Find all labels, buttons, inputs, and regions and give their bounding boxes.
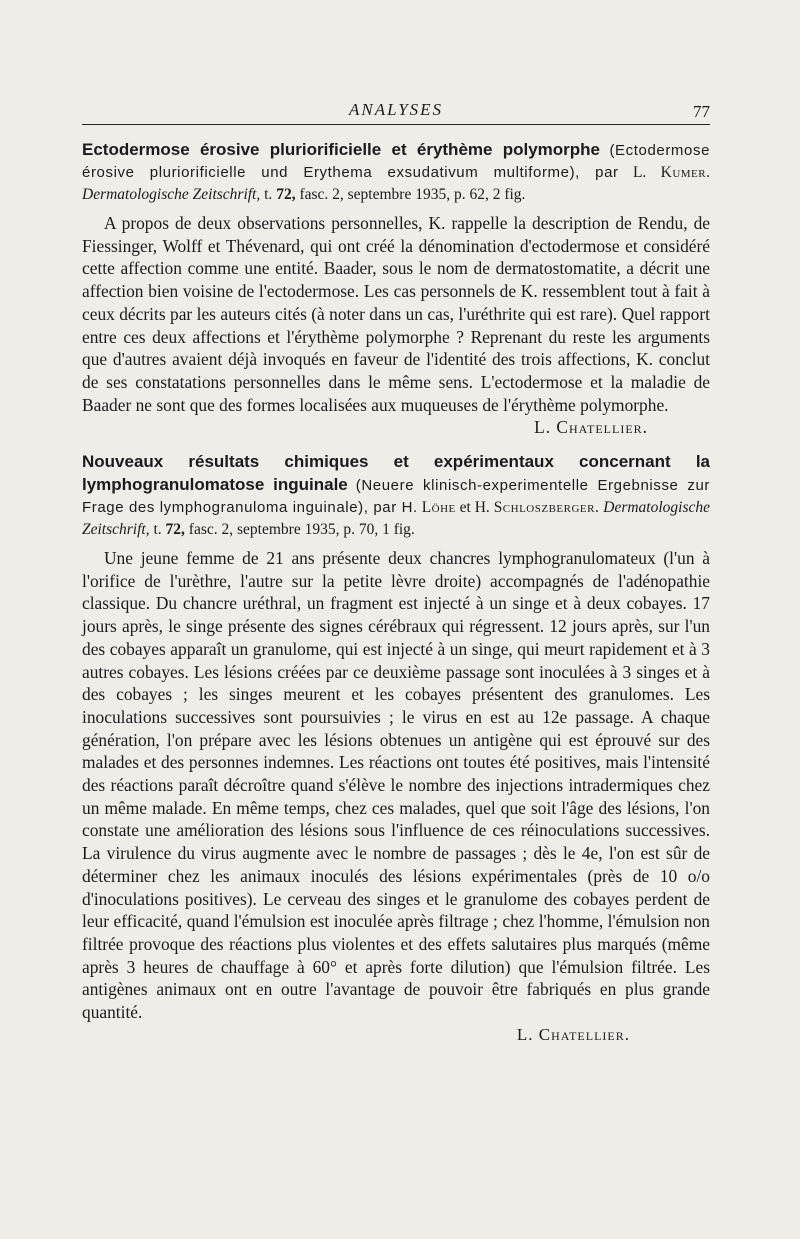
author-name: Kumer [660, 164, 707, 181]
header-rule [82, 124, 710, 125]
article-heading [82, 451, 710, 541]
article-2 [82, 451, 710, 1046]
article-text: Une jeune femme de 21 ans présente deux chancres lymphogranulomateux (l'un à l'orifice de l'urèthre, l'autre sur la petite lèvre droite) accompagnés de l'adénopathie classique. Du chancre uréthral, un fragment est injecté à un singe et à deux cobayes. 17 jours après, le singe présente des signes cérébraux qui régressent. 12 jours après, sur l'un des cobayes apparaît un granulome, qui est injecté à un singe, qui meurt rapidement et à 3 autres cobayes. Les lésions créées par ce deuxième passage sont inoculées à 3 singes et à des cobayes ; les singes meurent et les cobayes présentent des granulomes. Les inoculations successives sont poursuivies ; le virus en est au 12e passage. A chaque génération, l'on prépare avec les lésions obtenues un antigène qui est éprouvé sur des malades et des personnes indemnes. Les réactions ont toutes été positives, mais l'intensité des réactions paraît décroître quand s'élève le nombre des injections intradermiques chez un même malade. En même temps, chez ces malades, quel que soit l'âge des lésions, l'on constate une amélioration des lésions sous l'influence de ces réinoculations successives. La virulence du virus augmente avec le nombre de passages ; dès le 4e, l'on est sûr de déterminer chez les animaux inoculés des lésions expérimentales (près de 10 o/o d'inoculations positives). Le cerveau des singes et le granulome des cobayes perdent de leur efficacité, quand l'émulsion est inoculée après filtrage ; chez l'homme, l'émulsion non filtrée provoque des réactions plus violentes et des effets salutaires plus marqués (même après 3 heures de chauffage à 60° et après forte dilution) que l'émulsion filtrée. Les antigènes animaux ont en outre l'avantage de pouvoir être fabriqués en plus grande quantité. [82, 548, 710, 1023]
page-number: 77 [693, 102, 710, 121]
article-1 [82, 139, 710, 439]
article-title: Ectodermose érosive pluriorificielle et érythème polymorphe [82, 140, 601, 159]
author-name: Löhe [421, 499, 456, 517]
journal-name: Dermatologische Zeitschrift, [82, 499, 711, 539]
tome-number: 72, [276, 186, 296, 203]
author-name-2: Schloszberger. [493, 499, 600, 517]
author-initial: L. [632, 164, 647, 181]
author-conjunction: et H. [459, 499, 490, 517]
article-body [82, 547, 710, 1024]
tome-prefix: t. [264, 186, 273, 203]
journal-name: Dermatologische Zeitschrift, [82, 186, 261, 203]
tome-prefix: t. [153, 521, 162, 539]
signature: L. Chatellier. [516, 1024, 630, 1044]
article-subtitle: (Ectodermose érosive pluriorificielle und Erythema exsudativum multiforme), par [82, 142, 711, 181]
signature-line [82, 1024, 710, 1046]
article-subtitle: (Neuere klinisch-experimentelle Ergebnisse zur Frage des lymphogranuloma inguinale), par H. [82, 477, 711, 517]
article-text: A propos de deux observations personnelles, K. rappelle la description de Rendu, de Fiessinger, Wolff et Thévenard, qui ont créé la dénomination d'ectodermose et considéré cette affection comme une entité. Baader, sous le nom de dermatostomatite, a décrit une affection bien voisine de l'ectodermose. Les cas personnels de K. ressemblent tout à fait à ceux décrits par les auteurs cités (à noter dans un cas, l'uréthrite qui est rare). Quel rapport entre ces deux affections et l'érythème polymorphe ? Reprenant du reste les arguments que d'autres avaient déjà invoqués en faveur de l'identité des trois affections, K. conclut de ses constatations personnelles dans le même sens. L'ectodermose et la maladie de Baader ne sont que des formes localisées aux muqueuses de l'érythème polymorphe. [82, 213, 710, 415]
running-head-title: ANALYSES [348, 100, 444, 119]
article-body [82, 212, 710, 438]
page [82, 96, 710, 1058]
citation-details: fasc. 2, septembre 1935, p. 62, 2 fig. [299, 186, 526, 203]
running-head [82, 96, 710, 120]
signature: L. Chatellier. [534, 417, 648, 438]
article-title: Nouveaux résultats chimiques et expérimentaux concernant la lymphogranulomatose inguinale [82, 452, 710, 495]
article-heading: Ectodermose érosive pluriorificielle et érythème polymorphe (Ectodermose érosive pluriorificielle und Erythema exsudativum multiforme), par L. Kumer. Dermatologische Zeitschrift, t. 72, fasc. 2, septembre 1935, p. 62, 2 fig. [82, 140, 711, 203]
tome-number: 72, [165, 521, 185, 539]
citation-details: fasc. 2, septembre 1935, p. 70, 1 fig. [188, 521, 415, 539]
